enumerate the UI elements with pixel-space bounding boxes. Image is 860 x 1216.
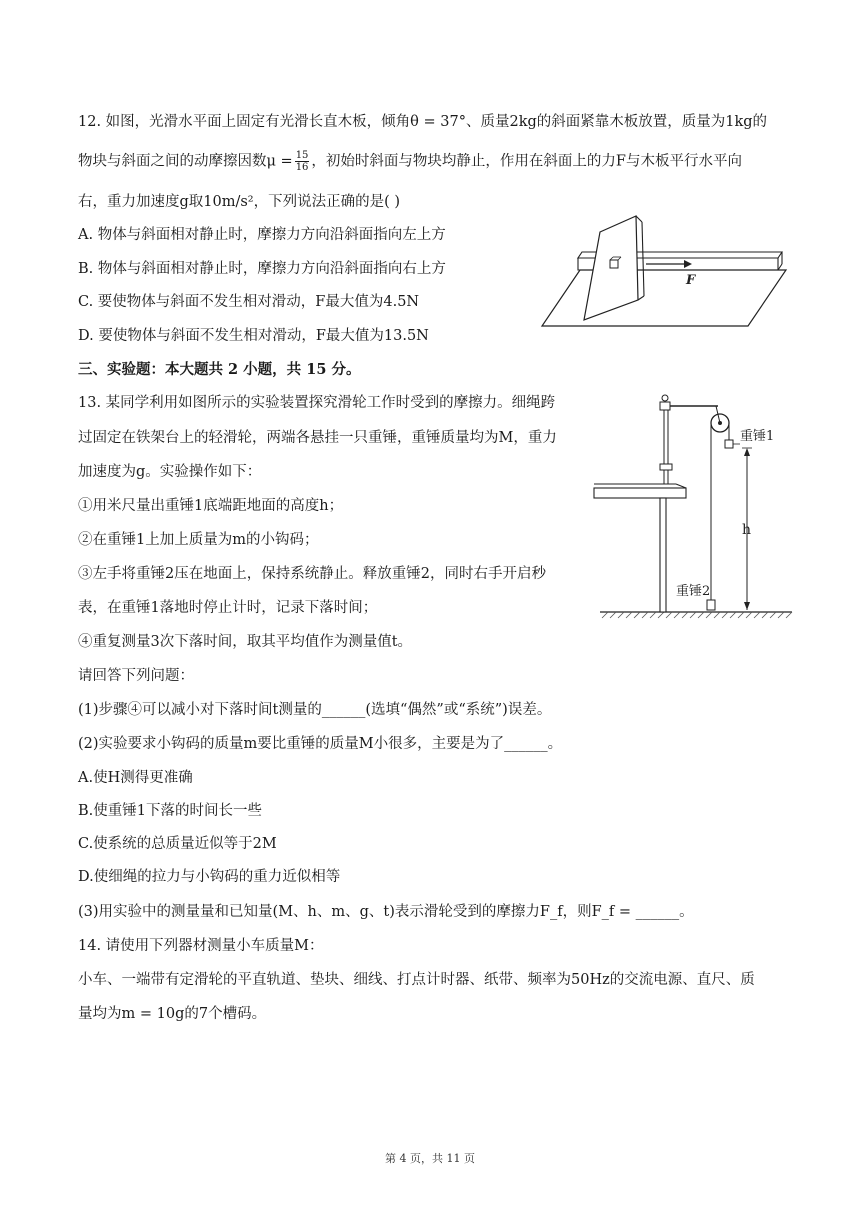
pulley-stand-figure	[592, 390, 797, 622]
q13-step-1: ①用米尺量出重锤1底端距地面的高度h；	[78, 498, 344, 514]
q12-line-2b: ，初始时斜面与物块均静止，作用在斜面上的力F与木板平行水平向	[311, 153, 742, 170]
q13-choice-b: B.使重锤1下落的时间长一些	[78, 803, 262, 819]
q14-line-2: 小车、一端带有定滑轮的平直轨道、垫块、细线、打点计时器、纸带、频率为50Hz的交流电源、直尺、质	[78, 972, 755, 988]
weight-2	[707, 600, 715, 610]
q13-step-3-cont: 表，在重锤1落地时停止计时，记录下落时间；	[78, 600, 378, 616]
q13-step-4: ④重复测量3次下落时间，取其平均值作为测量值t。	[78, 634, 413, 650]
height-label: h	[742, 522, 752, 538]
q12-option-c: C. 要使物体与斜面不发生相对滑动，F最大值为4.5N	[78, 294, 420, 310]
q14-line-3: 量均为m = 10g的7个槽码。	[78, 1006, 267, 1022]
q12-option-a: A. 物体与斜面相对静止时，摩擦力方向沿斜面指向左上方	[78, 227, 446, 243]
q12-option-d: D. 要使物体与斜面不发生相对滑动，F最大值为13.5N	[78, 328, 429, 344]
q13-step-2: ②在重锤1上加上质量为m的小钩码；	[78, 532, 319, 548]
ground-plane	[542, 270, 786, 326]
q13-choice-c: C.使系统的总质量近似等于2M	[78, 836, 277, 852]
q12-line-2	[78, 150, 742, 173]
stand-rod	[664, 404, 668, 484]
q13-line-2: 过固定在铁架台上的轻滑轮，两端各悬挂一只重锤，重锤质量均为M，重力	[78, 430, 557, 446]
small-block	[610, 260, 618, 268]
section-3-title: 三、实验题：本大题共 2 小题，共 15 分。	[78, 361, 361, 378]
q13-line-1: 13. 某同学利用如图所示的实验装置探究滑轮工作时受到的摩擦力。细绳跨	[78, 395, 556, 411]
q13-choice-a: A.使H测得更准确	[78, 770, 193, 786]
q12-option-b: B. 物体与斜面相对静止时，摩擦力方向沿斜面指向右上方	[78, 261, 446, 277]
page-footer: 第 4 页，共 11 页	[385, 1152, 475, 1165]
q14-line-1: 14. 请使用下列器材测量小车质量M：	[78, 938, 324, 954]
weight-1-label: 重锤1	[740, 429, 775, 444]
table-leg	[660, 498, 666, 612]
q13-choice-d: D.使细绳的拉力与小钩码的重力近似相等	[78, 869, 341, 885]
q13-prompt: 请回答下列问题：	[78, 668, 194, 684]
mu-denominator: 16	[295, 162, 309, 173]
weight-2-label: 重锤2	[676, 584, 711, 599]
q12-line-1: 12. 如图，光滑水平面上固定有光滑长直木板，倾角θ = 37°、质量2kg的斜面紧靠木板放置，质量为1kg的	[78, 114, 768, 130]
q13-line-3: 加速度为g。实验操作如下：	[78, 464, 262, 480]
weight-1	[725, 440, 733, 448]
q13-step-3: ③左手将重锤2压在地面上，保持系统静止。释放重锤2，同时右手开启秒	[78, 566, 546, 582]
q12-line-3: 右，重力加速度g取10m/s²，下列说法正确的是( )	[78, 194, 401, 210]
q13-part-3: (3)用实验中的测量量和已知量(M、h、m、g、t)表示滑轮受到的摩擦力F_f，则F_f = ______。	[78, 904, 694, 920]
table-top	[594, 488, 686, 498]
q13-part-2: (2)实验要求小钩码的质量m要比重锤的质量M小很多，主要是为了______。	[78, 736, 563, 752]
mu-numerator: 15	[295, 150, 309, 161]
q13-part-1: (1)步骤④可以减小对下落时间t测量的______(选填“偶然”或“系统”)误差。	[78, 702, 552, 718]
incline-board-figure	[538, 212, 790, 330]
force-label: F	[686, 273, 696, 288]
mu-fraction	[295, 150, 310, 173]
q12-line-2a: 物块与斜面之间的动摩擦因数μ =	[78, 153, 293, 170]
